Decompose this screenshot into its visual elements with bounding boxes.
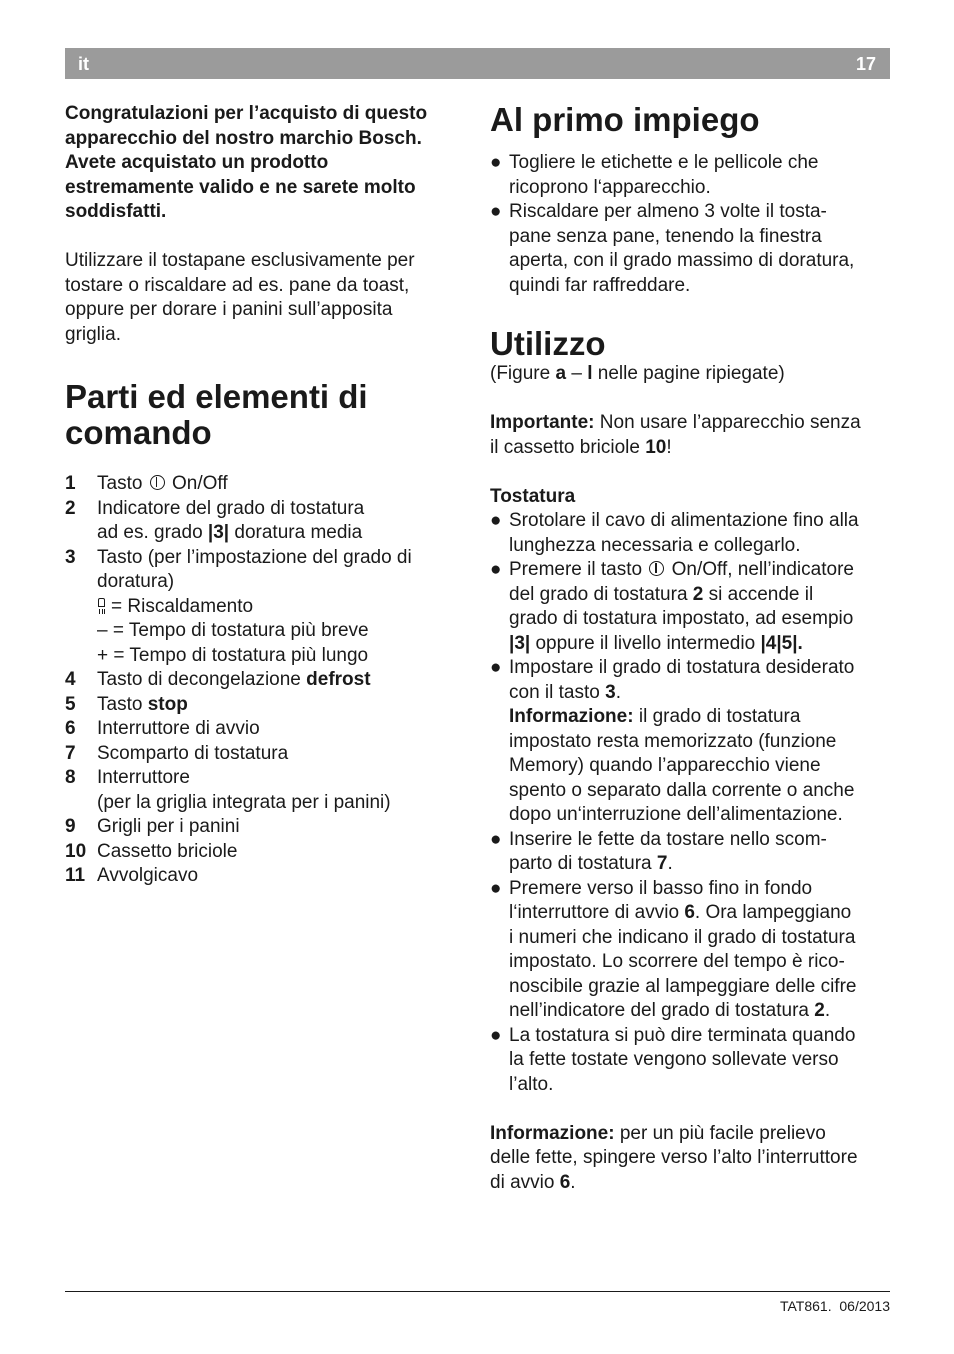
bullet-icon: ● [490, 828, 502, 850]
footer-model-date [780, 1298, 890, 1314]
list-item: ● Togliere le etichette e le pellicole che ricoprono l‘apparecchio. [490, 151, 895, 200]
left-column [65, 102, 465, 889]
parts-item: 5 Tasto stop [65, 693, 188, 715]
parts-item: 11 Avvolgicavo [65, 865, 199, 886]
power-icon [150, 475, 165, 490]
parts-item: 7 Scomparto di tostatura [65, 742, 289, 764]
heating-icon [97, 598, 107, 615]
bullet-icon: ● [490, 510, 502, 531]
bullet-icon: ● [490, 201, 502, 222]
figure-note: (Figure a – l nelle pagine ripiegate) [490, 363, 785, 384]
list-item: ● La tostatura si può dire terminata quando la fette tostate vengono sollevate verso l’alto. [490, 1024, 895, 1098]
list-item: ● Inserire le fette da tostare nello scom- parto di tostatura 7. [490, 828, 895, 877]
first-use-heading: Al primo impiego [490, 101, 760, 138]
usage-line: oppure per dorare i panini sull’apposita [65, 299, 393, 320]
bullet-icon: ● [490, 152, 502, 173]
parts-item: 2 Indicatore del grado di tostatura ad es. grado |3| doratura media [65, 497, 365, 543]
parts-item: 10 Cassetto briciole [65, 840, 238, 862]
parts-item: 4 Tasto di decongelazione defrost [65, 669, 371, 690]
list-item: ● Riscaldare per almeno 3 volte il tosta- pane senza pane, tenendo la finestra aperta, con il grado massimo di doratura, quindi far raffreddare. [490, 200, 895, 298]
intro-usage-text [65, 249, 465, 347]
toasting-heading: Tostatura [490, 485, 576, 507]
usage-line: griglia. [65, 323, 121, 345]
intro-line: Avete acquistato un prodotto [65, 152, 329, 173]
bullet-icon: ● [490, 1024, 502, 1046]
usage-line: Utilizzare il tostapane esclusivamente per [65, 250, 415, 271]
page-header-bar [65, 48, 890, 79]
parts-list [65, 472, 465, 889]
right-column [490, 102, 895, 1195]
parts-item: 8 Interruttore (per la griglia integrata per i panini) [65, 767, 391, 813]
final-info-note: Informazione: per un più facile prelievo delle fette, spingere verso l’alto l’interruttore di avvio 6. [490, 1122, 858, 1193]
bullet-icon: ● [490, 559, 502, 580]
intro-line: soddisfatti. [65, 201, 167, 222]
page-number: 17 [855, 54, 876, 74]
intro-congratulations [65, 102, 465, 225]
list-item: ● Srotolare il cavo di alimentazione fino alla lunghezza necessaria e collegarlo. [490, 509, 895, 558]
bullet-icon: ● [490, 657, 502, 678]
parts-heading: Parti ed elementi di comando [65, 378, 368, 451]
first-use-list [490, 151, 895, 298]
intro-line: Congratulazioni per l’acquisto di questo [65, 103, 428, 124]
power-icon [649, 561, 664, 576]
parts-item: 6 Interruttore di avvio [65, 718, 260, 739]
parts-item: 1 Tasto On/Off [65, 473, 228, 494]
language-code: it [78, 54, 89, 74]
list-item: ● Premere verso il basso fino in fondo l‘interruttore di avvio 6. Ora lampeggiano i numeri che indicano il grado di tostatura impostato. Lo scorrere del tempo è rico- noscibile grazie al lampeggiare delle cifre nell’indicatore del grado di tostatura 2. [490, 877, 895, 1024]
model-number: TAT861. [779, 1298, 832, 1314]
parts-item: 3 Tasto (per l’impostazione del grado di doratura) = Riscaldamento – = Tempo di tostatura più breve + = Tempo di tostatura più lungo [65, 546, 412, 666]
publication-date: 06/2013 [839, 1298, 890, 1314]
important-note: Importante: Non usare l’apparecchio senza il cassetto briciole 10! [490, 412, 861, 458]
list-item: ● Premere il tasto On/Off, nell’indicatore del grado di tostatura 2 si accende il grado di tostatura impostato, ad esempio |3| oppure il livello intermedio |4|5|. [490, 558, 895, 656]
usage-line: tostare o riscaldare ad es. pane da toast, [65, 274, 410, 296]
toasting-list [490, 509, 895, 1097]
use-heading: Utilizzo [490, 325, 606, 362]
bullet-icon: ● [490, 877, 502, 899]
list-item: ● Impostare il grado di tostatura desiderato con il tasto 3. Informazione: il grado di tostatura impostato resta memorizzato (funzione Memory) quando l’apparecchio viene spento o separato dalla corrente o anche dopo un‘interruzione dell’alimentazione. [490, 656, 895, 828]
intro-line: apparecchio del nostro marchio Bosch. [65, 127, 422, 149]
footer-divider [65, 1291, 890, 1292]
intro-line: estremamente valido e ne sarete molto [65, 176, 416, 198]
parts-item: 9 Grigli per i panini [65, 816, 240, 837]
